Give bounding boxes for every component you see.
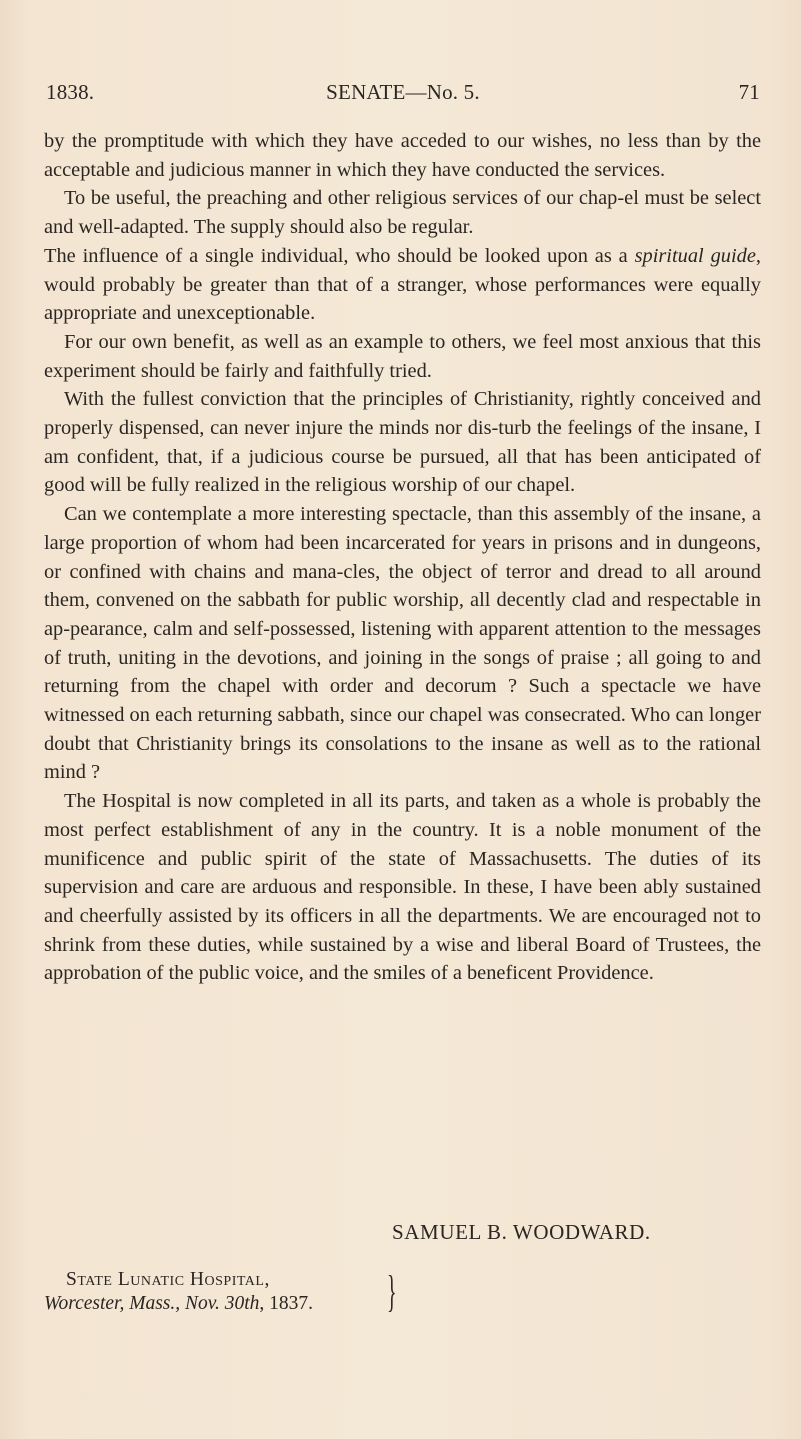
header-year: 1838. [46, 80, 95, 104]
paragraph-3-lead: The influence of a single individual, who should be looked upon as a [44, 244, 635, 267]
body-text [44, 127, 761, 988]
paragraph-4: For our own benefit, as well as an example to others, we feel most anxious that this experiment should be fairly and faithfully tried. [44, 330, 761, 382]
header-title: SENATE—No. 5. [326, 80, 480, 104]
paragraph-3 [44, 242, 761, 328]
dateline-institution: State Lunatic Hospital, [66, 1269, 270, 1290]
paragraph-5: With the fullest conviction that the principles of Christianity, rightly conceived and properly dispensed, can never injure the minds nor dis-turb the feelings of the insane, I am confident, that, if a judicious course be pursued, all that has been anticipated of good will be fully realized in the religious worship of our chapel. [44, 388, 761, 497]
brace-glyph: } [387, 1267, 397, 1316]
running-head [46, 80, 760, 108]
dateline-place: Worcester, Mass., Nov. 30 [44, 1293, 245, 1314]
dateline-year: , 1837. [259, 1293, 314, 1314]
italic-phrase: spiritual guide [634, 244, 756, 267]
dateline-ordinal: th [244, 1293, 260, 1314]
dateline-place-date [44, 1292, 313, 1316]
paragraph-1: by the promptitude with which they have acceded to our wishes, no less than by the acceptable and judicious manner in which they have conducted the services. [44, 130, 761, 181]
paragraph-3-tail: , would probably be greater than that of a stranger, whose performances were equally appropriate and unexceptionable. [44, 244, 761, 325]
paragraph-7: The Hospital is now completed in all its parts, and taken as a whole is probably the most perfect establishment of any in the country. It is a noble monument of the munificence and public spirit of the state of Massachusetts. The duties of its supervision and care are arduous and responsible. In these, I have been ably sustained and cheerfully assisted by its officers in all the departments. We are encouraged not to shrink from these duties, while sustained by a wise and liberal Board of Trustees, the approbation of the public voice, and the smiles of a beneficent Providence. [44, 790, 761, 985]
page-number: 71 [738, 80, 760, 104]
paragraph-2: To be useful, the preaching and other religious services of our chap-el must be select and well-adapted. The supply should also be regular. [44, 187, 761, 239]
signature: SAMUEL B. WOODWARD. [392, 1220, 651, 1244]
paragraph-6: Can we contemplate a more interesting spectacle, than this assembly of the insane, a large proportion of whom had been incarcerated for years in prisons and in dungeons, or confined with chains and mana-cles, the object of terror and dread to all around them, convened on the sabbath for public worship, all decently clad and respectable in ap-pearance, calm and self-possessed, listening with apparent attention to the messages of truth, uniting in the devotions, and joining in the songs of praise ; all going to and returning from the chapel with order and decorum ? Such a spectacle we have witnessed on each returning sabbath, since our chapel was consecrated. Who can longer doubt that Christianity brings its consolations to the insane as well as to the rational mind ? [44, 503, 761, 784]
dateline [44, 1268, 313, 1316]
